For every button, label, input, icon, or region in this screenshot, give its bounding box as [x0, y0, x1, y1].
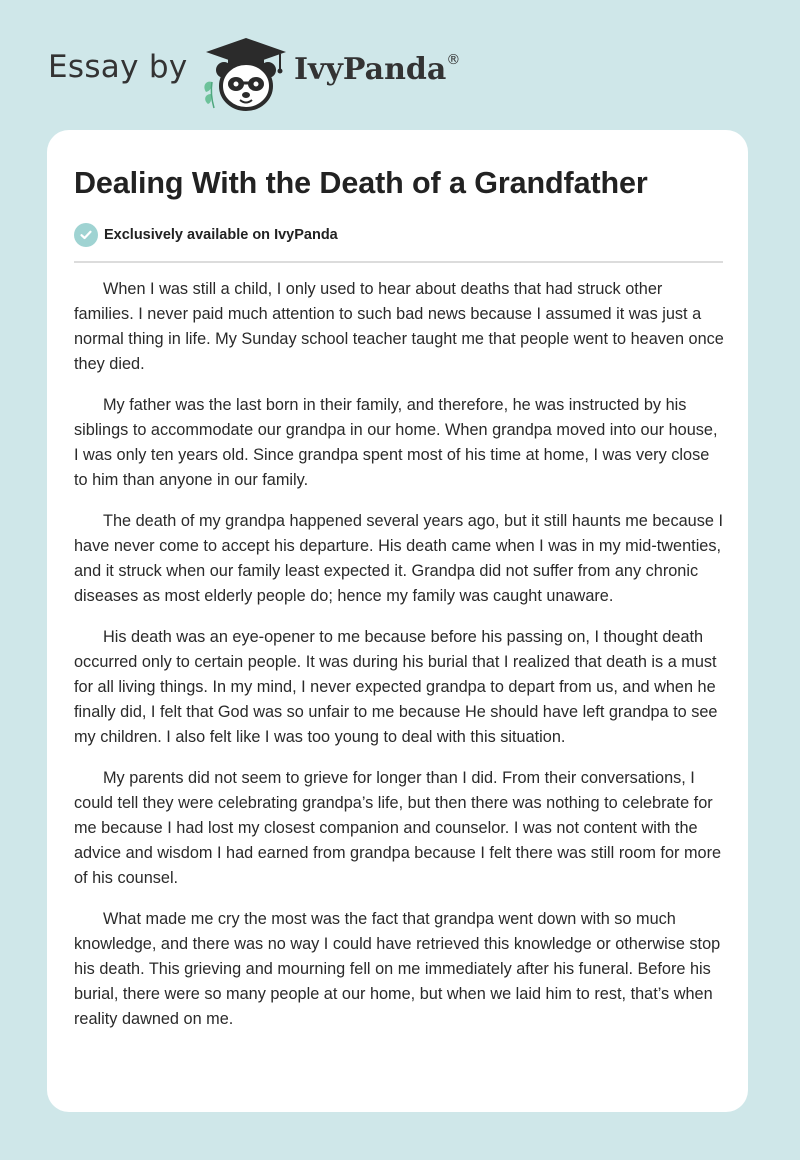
- divider: [74, 261, 723, 263]
- paragraph: The death of my grandpa happened several years ago, but it still haunts me because I have never come to accept his departure. His death came when I was in my mid-twenties, and it struck when our family least expected it. Grandpa did not suffer from any chronic diseases as most elderly people do; hence my family was caught unaware.: [74, 512, 723, 605]
- essay-body: [74, 277, 726, 1048]
- essay-title: Dealing With the Death of a Grandfather: [74, 166, 648, 200]
- paragraph: His death was an eye-opener to me because before his passing on, I thought death occurred only to certain people. It was during his burial that I realized that death is a must for all living things. In my mind, I never expected grandpa to depart from us, and when he finally did, I felt that God was so unfair to me because He should have left grandpa to see my children. I also felt like I was too young to deal with this situation.: [74, 628, 718, 746]
- site-header: [48, 30, 748, 120]
- exclusive-badge: [74, 222, 338, 248]
- paragraph: What made me cry the most was the fact that grandpa went down with so much knowledge, and there was no way I could have retrieved this knowledge or otherwise stop his death. This grieving and mourning fell on me immediately after his funeral. Before his burial, there were so many people at our home, but when we laid him to rest, that’s when reality dawned on me.: [74, 910, 721, 1028]
- essay-by-label: Essay by: [48, 49, 188, 85]
- paragraph: My parents did not seem to grieve for longer than I did. From their conversations, I could tell they were celebrating grandpa’s life, but then there was nothing to celebrate for me because I had lost my closest companion and counselor. I was not content with the advice and wisdom I had earned from grandpa because I felt there was still room for more of his counsel.: [74, 769, 722, 887]
- brand-text[interactable]: IvyPanda: [294, 52, 447, 87]
- paragraph: My father was the last born in their family, and therefore, he was instructed by his siblings to accommodate our grandpa in our home. When grandpa moved into our house, I was only ten years old. Since grandpa spent most of his time at home, I was very close to him than anyone in our family.: [74, 396, 718, 489]
- registered-mark: ®: [446, 52, 461, 68]
- badge-label: Exclusively available on IvyPanda: [104, 227, 338, 243]
- essay-card: [47, 130, 748, 1112]
- panda-logo-icon[interactable]: [200, 36, 292, 114]
- paragraph: When I was still a child, I only used to hear about deaths that had struck other families. I never paid much attention to such bad news because I assumed it was just a normal thing in life. My Sunday school teacher taught me that people went to heaven once they died.: [74, 280, 724, 373]
- brand-name[interactable]: [294, 52, 460, 87]
- check-circle-icon: [74, 223, 98, 247]
